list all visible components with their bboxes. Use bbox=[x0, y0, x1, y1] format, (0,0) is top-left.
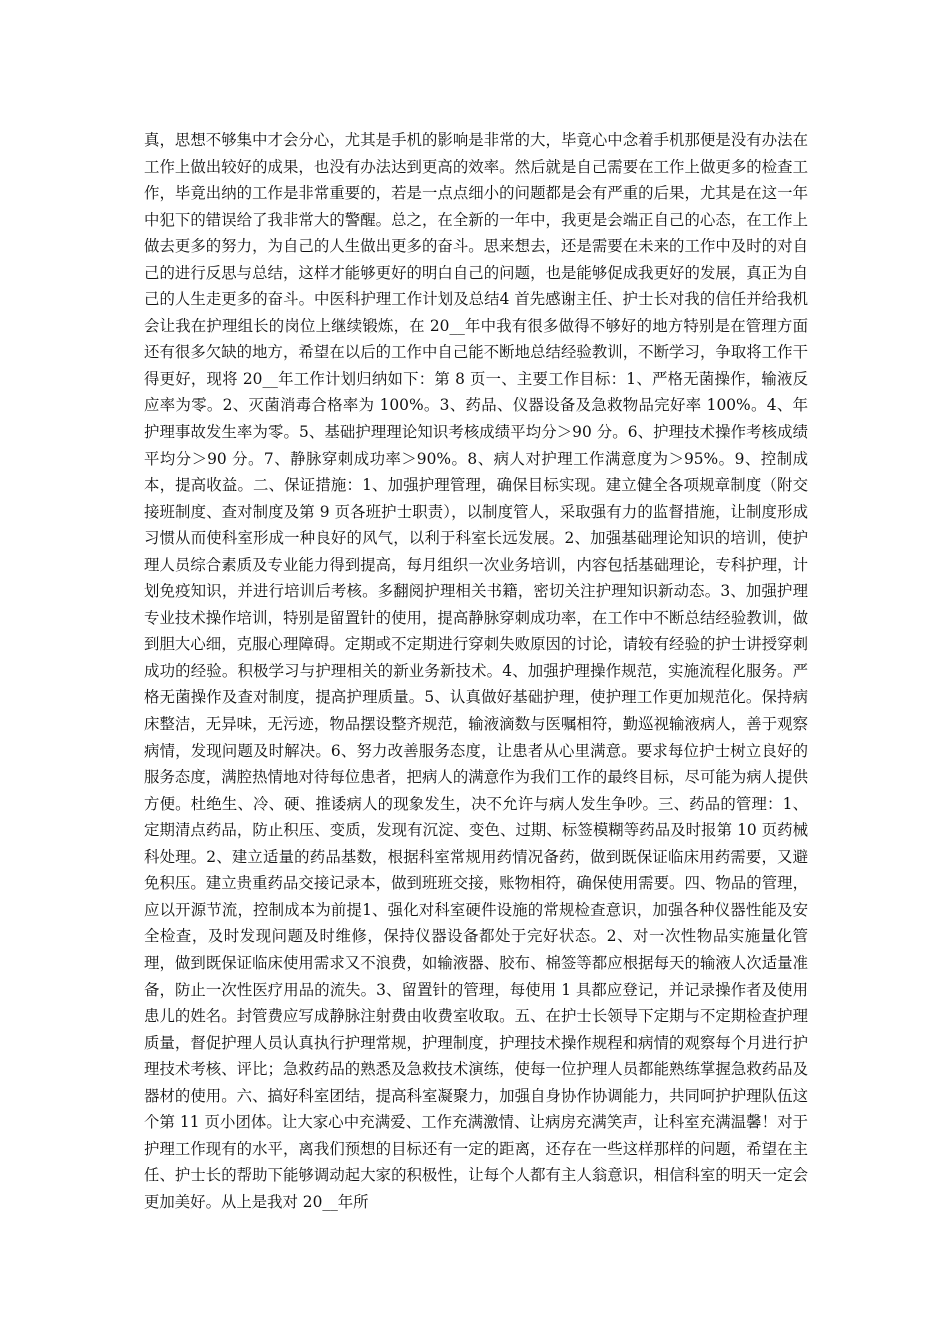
body-paragraph: 真，思想不够集中才会分心，尤其是手机的影响是非常的大，毕竟心中念着手机那便是没有办法在工作上做出较好的成果，也没有办法达到更高的效率。然后就是自己需要在工作上做更多的检查工作，毕竟出纳的工作是非常重要的，若是一点点细小的问题都是会有严重的后果，尤其是在这一年中犯下的错误给了我非常大的警醒。总之，在全新的一年中，我更是会端正自己的心态，在工作上做去更多的努力，为自己的人生做出更多的奋斗。思来想去，还是需要在未来的工作中及时的对自己的进行反思与总结，这样才能够更好的明白自己的问题，也是能够促成我更好的发展，真正为自己的人生走更多的奋斗。中医科护理工作计划及总结4 首先感谢主任、护士长对我的信任并给我机会让我在护理组长的岗位上继续锻炼，在 20__年中我有很多做得不够好的地方特别是在管理方面还有很多欠缺的地方，希望在以后的工作中自己能不断地总结经验教训，不断学习，争取将工作干得更好，现将 20__年工作计划归纳如下：第 8 页一、主要工作目标：1、严格无菌操作，输液反应率为零。2、灭菌消毒合格率为 100%。3、药品、仪器设备及急救物品完好率 100%。4、年护理事故发生率为零。5、基础护理理论知识考核成绩平均分＞90 分。6、护理技术操作考核成绩平均分＞90 分。7、静脉穿刺成功率＞90%。8、病人对护理工作满意度为＞95%。9、控制成本，提高收益。二、保证措施：1、加强护理管理，确保目标实现。建立健全各项规章制度（附交接班制度、查对制度及第 9 页各班护士职责），以制度管人，采取强有力的监督措施，让制度形成习惯从而使科室形成一种良好的风气，以利于科室长远发展。2、加强基础理论知识的培训，使护理人员综合素质及专业能力得到提高，每月组织一次业务培训，内容包括基础理论，专科护理，计划免疫知识，并进行培训后考核。多翻阅护理相关书籍，密切关注护理知识新动态。3、加强护理专业技术操作培训，特别是留置针的使用，提高静脉穿刺成功率，在工作中不断总结经验教训，做到胆大心细，克服心理障碍。定期或不定期进行穿刺失败原因的讨论，请较有经验的护士讲授穿刺成功的经验。积极学习与护理相关的新业务新技术。4、加强护理操作规范，实施流程化服务。严格无菌操作及查对制度，提高护理质量。5、认真做好基础护理，使护理工作更加规范化。保持病床整洁，无异味，无污迹，物品摆设整齐规范，输液滴数与医嘱相符，勤巡视输液病人，善于观察病情，发现问题及时解决。6、努力改善服务态度，让患者从心里满意。要求每位护士树立良好的服务态度，满腔热情地对待每位患者，把病人的满意作为我们工作的最终目标，尽可能为病人提供方便。杜绝生、冷、硬、推诿病人的现象发生，决不允许与病人发生争吵。三、药品的管理：1、定期清点药品，防止积压、变质，发现有沉淀、变色、过期、标签模糊等药品及时报第 10 页药械科处理。2、建立适量的药品基数，根据科室常规用药情况备药，做到既保证临床用药需要，又避免积压。建立贵重药品交接记录本，做到班班交接，账物相符，确保使用需要。四、物品的管理，应以开源节流，控制成本为前提1、强化对科室硬件设施的常规检查意识，加强各种仪器性能及安全检查，及时发现问题及时维修，保持仪器设备都处于完好状态。2、对一次性物品实施量化管理，做到既保证临床使用需求又不浪费，如输液器、胶布、棉签等都应根据每天的输液人次适量准备，防止一次性医疗用品的流失。3、留置针的管理，每使用 1 具都应登记，并记录操作者及使用患儿的姓名。封管费应写成静脉注射费由收费室收取。五、在护士长领导下定期与不定期检查护理质量，督促护理人员认真执行护理常规，护理制度，护理技术操作规程和病情的观察每个月进行护理技术考核、评比；急救药品的熟悉及急救技术演练，使每一位护理人员都能熟练掌握急救药品及器材的使用。六、搞好科室团结，提高科室凝聚力，加强自身协作协调能力，共同呵护护理队伍这个第 11 页小团体。让大家心中充满爱、工作充满激情、让病房充满笑声，让科室充满温馨！对于护理工作现有的水平，离我们预想的目标还有一定的距离，还存在一些这样那样的问题，希望在主任、护士长的帮助下能够调动起大家的积极性，让每个人都有主人翁意识，相信科室的明天一定会更加美好。从上是我对 20__年所 bbox=[144, 131, 808, 1211]
